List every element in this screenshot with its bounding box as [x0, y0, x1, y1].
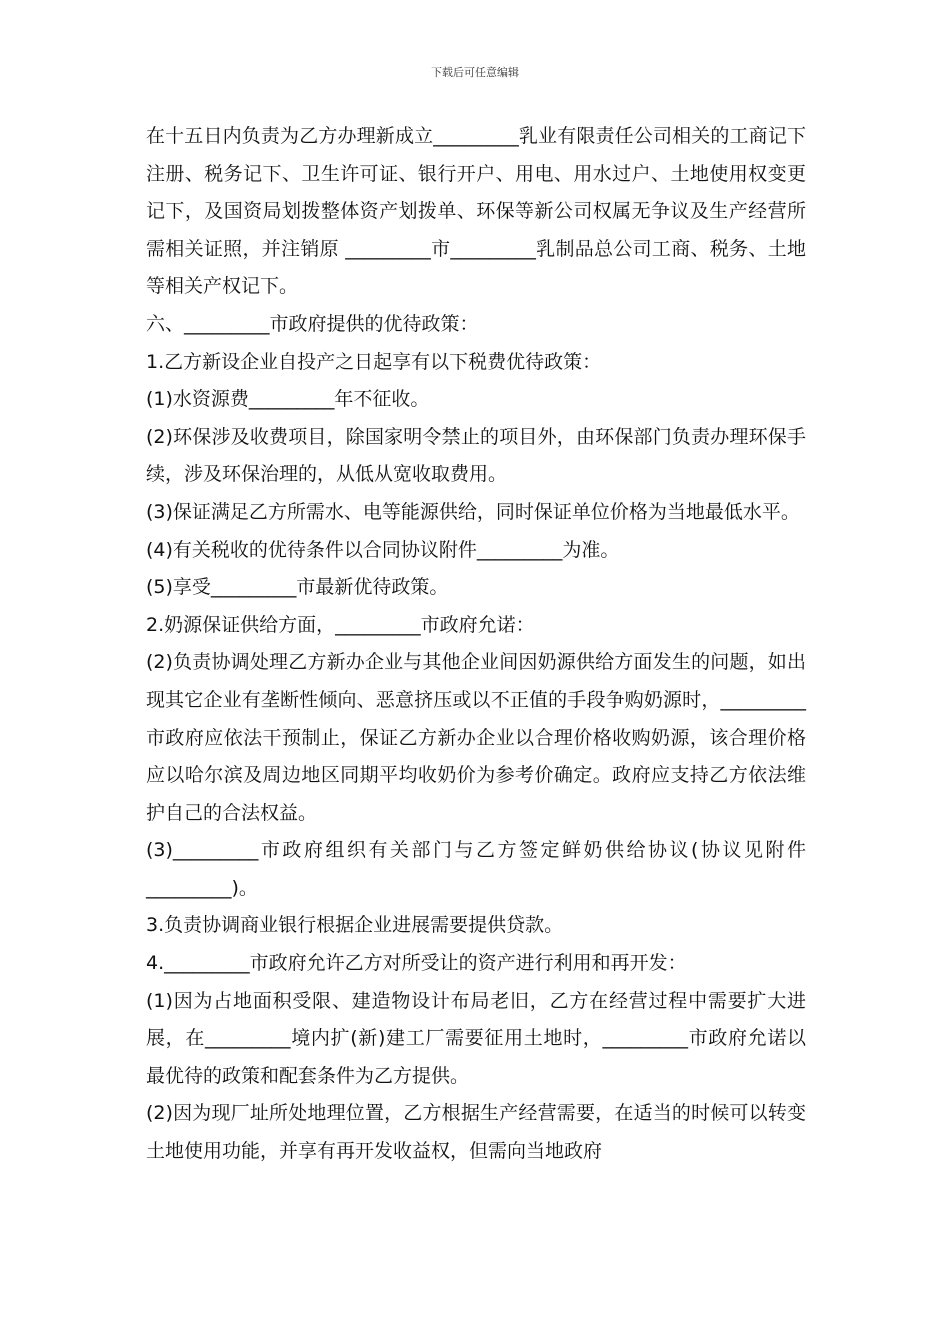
paragraph-registration: 在十五日内负责为乙方办理新成立_________乳业有限责任公司相关的工商记下注册、税务记下、卫生许可证、银行开户、用电、用水过户、土地使用权变更记下，及国资局划拨整体资产划拨单、环保等新公司权属无争议及生产经营所需相关证照，并注销原 _________市_________乳制品总公司工商、税务、土地等相关产权记下。	[146, 125, 806, 298]
document-body	[146, 118, 806, 1171]
paragraph-bank-loans: 3.负责协调商业银行根据企业进展需要提供贷款。	[146, 914, 564, 937]
list-item-energy-supply: (3)保证满足乙方所需水、电等能源供给，同时保证单位价格为当地最低水平。	[146, 500, 800, 523]
list-item-water-fee: (1)水资源费_________年不征收。	[146, 388, 430, 411]
list-item-milk-coordination: (2)负责协调处理乙方新办企业与其他企业间因奶源供给方面发生的问题，如出现其它企业有垄断性倾向、恶意挤压或以不正值的手段争购奶源时，_________市政府应依法干预制止，保证乙方新办企业以合理价格收购奶源，该合理价格应以哈尔滨及周边地区同期平均收奶价为参考价确定。政府应支持乙方依法维护自己的合法权益。	[146, 651, 806, 824]
list-item-milk-agreement: (3)_________市政府组织有关部门与乙方签定鲜奶供给协议(协议见附件_________)。	[146, 839, 806, 899]
page-header: 下载后可任意编辑	[431, 66, 519, 79]
list-item-land-expansion: (1)因为占地面积受限、建造物设计布局老旧，乙方在经营过程中需要扩大进展，在_________境内扩(新)建工厂需要征用土地时，_________市政府允诺以最优待的政策和配套条件为乙方提供。	[146, 989, 806, 1087]
list-item-tax-terms: (4)有关税收的优待条件以合同协议附件_________为准。	[146, 538, 620, 561]
list-item-environment-fees: (2)环保涉及收费项目，除国家明令禁止的项目外，由环保部门负责办理环保手续，涉及环保治理的，从低从宽收取费用。	[146, 425, 806, 486]
paragraph-asset-development: 4._________市政府允许乙方对所受让的资产进行利用和再开发：	[146, 952, 687, 975]
paragraph-tax-policies: 1.乙方新设企业自投产之日起享有以下税费优待政策：	[146, 350, 602, 373]
list-item-latest-policy: (5)享受_________市最新优待政策。	[146, 576, 449, 599]
section-heading-policies: 六、_________市政府提供的优待政策：	[146, 312, 479, 335]
list-item-land-use-change: (2)因为现厂址所处地理位置，乙方根据生产经营需要，在适当的时候可以转变土地使用功能，并享有再开发收益权，但需向当地政府	[146, 1102, 806, 1163]
paragraph-milk-supply: 2.奶源保证供给方面，_________市政府允诺：	[146, 613, 535, 636]
